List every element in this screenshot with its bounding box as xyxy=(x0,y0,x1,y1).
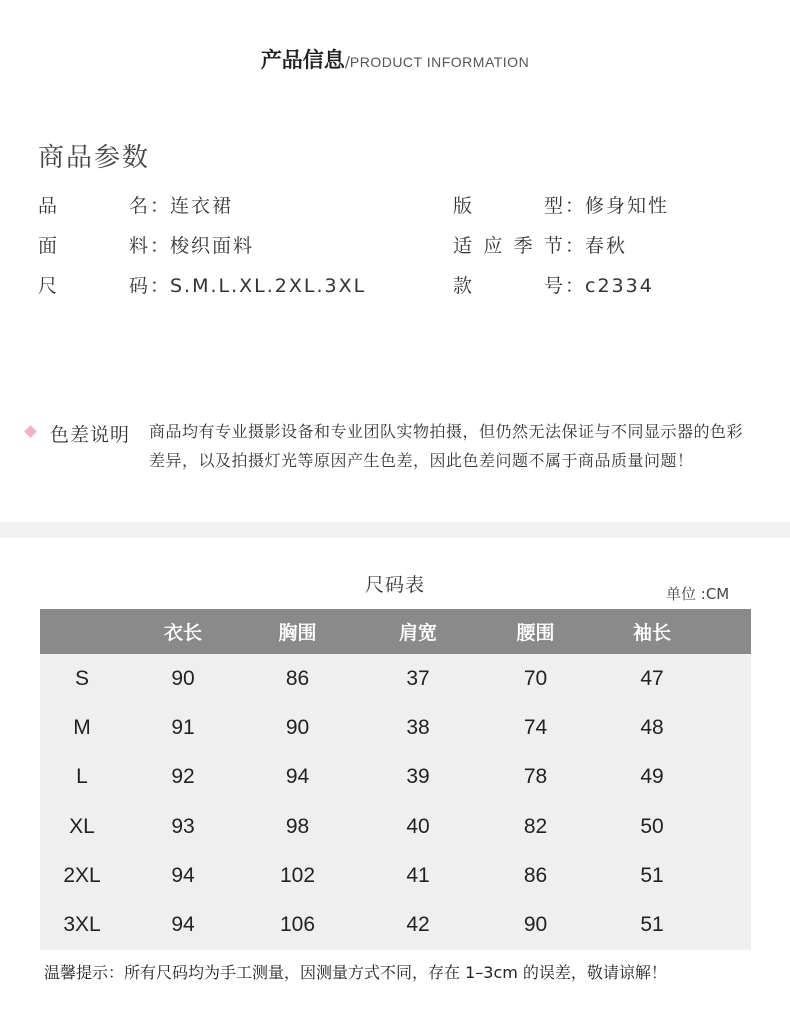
spec-row-sizes xyxy=(38,271,366,298)
table-row xyxy=(40,901,751,950)
table-cell: 90 xyxy=(523,913,548,937)
spec-label: 版型 xyxy=(453,195,565,217)
spec-colon: ： xyxy=(565,275,587,297)
table-cell: 39 xyxy=(406,765,430,789)
spec-label: 款号 xyxy=(453,275,565,297)
table-header-row xyxy=(40,609,751,654)
table-cell: 90 xyxy=(171,666,195,690)
color-difference-text: 商品均有专业摄影设备和专业团队实物拍摄，但仍然无法保证与不同显示器的色彩差异，以及拍摄灯光等原因产生色差，因此色差问题不属于商品质量问题！ xyxy=(149,422,744,470)
spacer-cell xyxy=(716,703,751,752)
header-cell-size xyxy=(40,609,124,654)
table-row xyxy=(40,753,751,802)
size-cell: L xyxy=(76,765,88,789)
spec-row-name xyxy=(38,191,233,218)
params-section-title: 商品参数 xyxy=(38,143,151,173)
spec-row-style-no xyxy=(453,271,654,298)
product-info-header xyxy=(0,44,790,74)
table-cell: 86 xyxy=(285,666,310,690)
size-cell: M xyxy=(73,715,91,739)
diamond-bullet-icon xyxy=(24,425,37,438)
footer-note: 温馨提示：所有尺码均为手工测量，因测量方式不同，存在 1–3cm 的误差，敬请谅解！ xyxy=(44,963,667,982)
spec-colon: ： xyxy=(150,195,172,217)
table-cell: 94 xyxy=(171,863,195,887)
table-cell: 93 xyxy=(171,814,195,838)
size-chart-title: 尺码表 xyxy=(364,574,425,596)
header-separator: / xyxy=(344,53,350,71)
spacer-cell xyxy=(716,851,751,900)
size-cell: S xyxy=(74,666,89,690)
spec-colon: ： xyxy=(565,195,587,217)
table-cell: 42 xyxy=(406,913,430,937)
header-title-en: PRODUCT INFORMATION xyxy=(349,54,530,70)
header-cell-shoulder: 肩宽 xyxy=(353,609,483,654)
size-table xyxy=(40,609,751,950)
table-row xyxy=(40,703,751,752)
spec-colon: ： xyxy=(150,275,172,297)
table-cell: 106 xyxy=(279,913,316,937)
unit-label: 单位 :CM xyxy=(666,585,730,603)
spec-colon: ： xyxy=(150,235,172,257)
table-cell: 47 xyxy=(640,666,664,690)
table-cell: 92 xyxy=(171,765,195,789)
table-cell: 78 xyxy=(523,765,548,789)
spec-colon: ： xyxy=(565,235,587,257)
spacer-cell xyxy=(716,654,751,703)
spec-value: 春秋 xyxy=(585,235,628,257)
spec-label: 面料 xyxy=(38,235,150,257)
table-cell: 38 xyxy=(406,715,430,739)
table-cell: 94 xyxy=(171,913,195,937)
header-cell-sleeve: 袖长 xyxy=(588,609,716,654)
spec-value: 修身知性 xyxy=(585,195,670,217)
spec-label: 适应季节 xyxy=(453,235,565,257)
section-divider xyxy=(0,522,790,538)
table-cell: 90 xyxy=(285,715,310,739)
table-cell: 51 xyxy=(640,863,664,887)
table-row xyxy=(40,654,751,703)
table-cell: 91 xyxy=(171,715,195,739)
spec-row-fabric xyxy=(38,231,254,258)
spec-row-fit xyxy=(453,191,669,218)
table-cell: 86 xyxy=(523,863,548,887)
header-title-cn: 产品信息 xyxy=(260,47,345,72)
header-cell-length: 衣长 xyxy=(124,609,242,654)
size-cell: 3XL xyxy=(63,913,101,937)
header-cell-spacer xyxy=(716,609,751,654)
header-cell-bust: 胸围 xyxy=(242,609,353,654)
size-cell: 2XL xyxy=(63,863,101,887)
header-cell-waist: 腰围 xyxy=(483,609,588,654)
table-cell: 37 xyxy=(406,666,430,690)
table-cell: 40 xyxy=(406,814,430,838)
spec-row-season xyxy=(453,231,627,258)
table-cell: 48 xyxy=(640,715,664,739)
spec-value: 连衣裙 xyxy=(170,195,234,217)
table-cell: 74 xyxy=(523,715,548,739)
table-row xyxy=(40,851,751,900)
table-cell: 49 xyxy=(640,765,664,789)
spec-value: c2334 xyxy=(585,275,654,297)
size-cell: XL xyxy=(69,814,95,838)
color-difference-title: 色差说明 xyxy=(50,424,131,446)
spacer-cell xyxy=(716,753,751,802)
table-cell: 41 xyxy=(406,863,430,887)
table-cell: 82 xyxy=(523,814,548,838)
table-cell: 50 xyxy=(640,814,664,838)
table-cell: 98 xyxy=(285,814,310,838)
table-cell: 51 xyxy=(640,913,664,937)
spec-value: 梭织面料 xyxy=(170,235,255,257)
table-row xyxy=(40,802,751,851)
spec-label: 品名 xyxy=(38,195,150,217)
spec-label: 尺码 xyxy=(38,275,150,297)
spec-value: S.M.L.XL.2XL.3XL xyxy=(170,275,367,297)
table-cell: 70 xyxy=(523,666,548,690)
table-cell: 94 xyxy=(285,765,310,789)
table-cell: 102 xyxy=(279,863,316,887)
spacer-cell xyxy=(716,901,751,950)
spacer-cell xyxy=(716,802,751,851)
